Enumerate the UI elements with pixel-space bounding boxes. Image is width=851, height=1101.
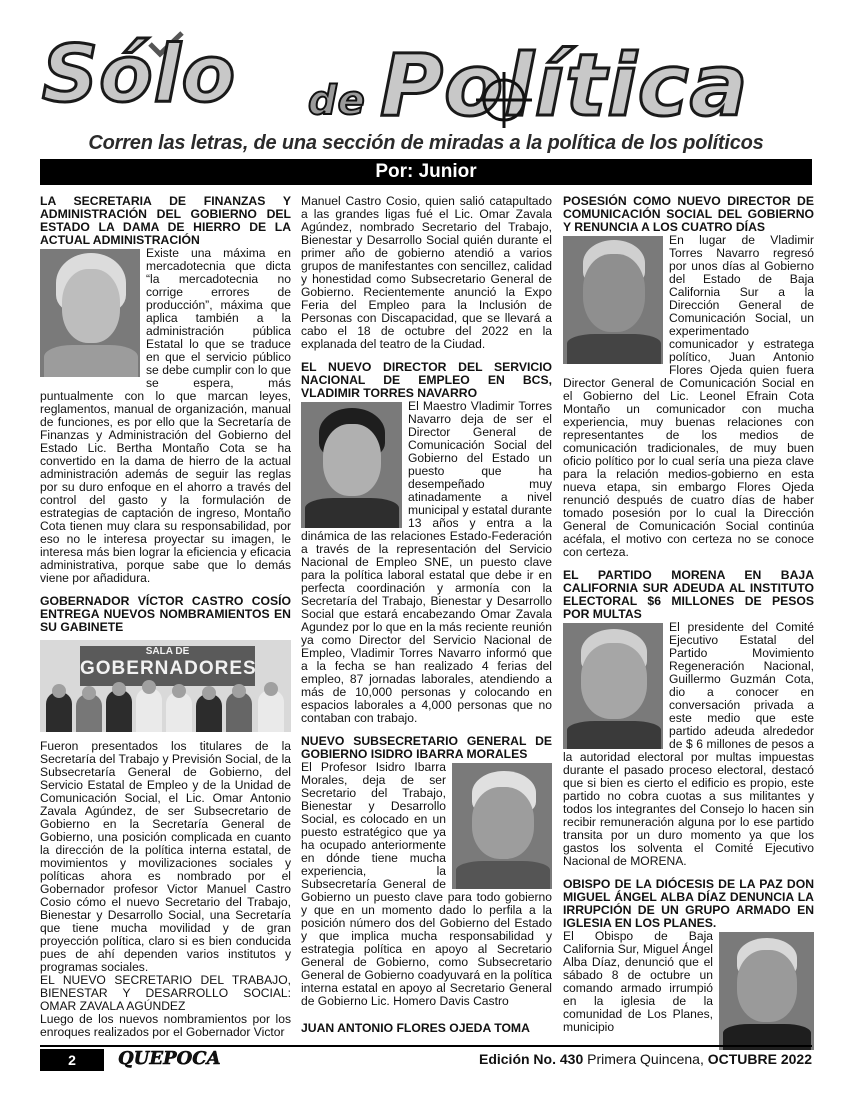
article-body: Fueron presentados los titulares de la Secretaría del Trabajo y Previsión Social, de la Subsecretaría General de Gobierno, del Servicio Estatal de Empleo y de la Unidad de Comunicación Social, el Lic. Omar Antonio Zavala Agúndez, de ser Subsecretario de Gobierno en la Secretaría General de Gobierno, una posición complicada en cuanto la dirección de la política interna estatal, de movimientos y movilizaciones sociales y políticas ahora es nombrado por el Gobernador profesor Victor Manuel Castro Cosio cómo el nuevo Secretario del Trabajo, Bienestar y Desarrollo Social, una Secretaría que tiene mucha movilidad y de gran proyección política, claro si es bien conducida pues de ahí dependen varios institutos y programas sociales. xyxy=(40,739,291,974)
portrait-photo-montano xyxy=(40,249,140,377)
column-3 xyxy=(563,195,814,1052)
crosshair-icon xyxy=(474,70,534,130)
byline-bar: Por: Junior xyxy=(40,159,812,185)
article-body: El presidente del Comité Ejecutivo Estatal del Partido Movimiento Regeneración Nacional, Guillermo Guzmán Cota, dio a conocer en conversación privada a este medio que este partido adeuda alrededor de $ 6 millones de pesos a la autoridad electoral por multas impuestas durante el pasado proceso electoral, destacó que si bien es cierto el edificio es propio, este partido no cobra cuotas a sus militantes y todos los integrantes del Consejo lo hacen sin recibir remuneración alguna por lo ese partido transita por un duro momento ya que los gastos los solventa el Comité Ejecutivo Nacional de MORENA. xyxy=(563,620,814,868)
article-headline: NUEVO SUBSECRETARIO GENERAL DE GOBIERNO ISIDRO IBARRA MORALES xyxy=(301,734,552,761)
article-body: Existe una máxima en mercadotecnia que dicta “la mercadotecnia no corrige errores de producción”, máxima que aplica también a la administración pública Estatal lo que se traduce en que el servicio público se debe cumplir con lo que se espera, más puntualmente con lo que marcan leyes, reglamentos, manual de organización, manual de funciones, es por ello que la Secretaría de Finanzas y Administración del Gobierno del Estado Lic. Bertha Montaño Cota se ha convertido en la dama de hierro de la actual administración además de seguir las reglas por su duro enfoque en el ahorro a través del control del gasto y la formulación de estrategias de captación de ingreso, Montaño Cota tienen muy clara su responsabilidad, por eso no le interesa proyectar su imagen, le interesa más bien lograr la eficiencia y eficacia administrativa, porque sabe que lo demás viene por añadidura. xyxy=(40,246,291,585)
portrait-photo-torres xyxy=(301,402,402,528)
portrait-photo-ibarra xyxy=(452,763,552,889)
article-body: El Maestro Vladimir Torres Navarro deja de ser el Director General de Comunicación Social del Gobierno del Estado un puesto que ha desempeñado muy atinadamente a nivel municipal y estatal durante 13 años y entra a la dinámica de las relaciones Estado-Federación a través de la representación del Servicio Nacional de Empleo SNE, un puesto clave para la política laboral estatal que debe ir en perfecta coordinación y armonía con la Secretaría del Trabajo, Bienestar y Desarrollo Social que estará encabezando Omar Zavala Agundez por lo que en la más reciente reunión ya como Director del Servicio Nacional de Empleo, Vladimir Torres Navarro informó que a la fecha se han realizado 4 ferias del empleo, 87 jornadas laborales, atendiendo a más de 10,000 personas y colocando en espacios laborales a 4,000 personas que no contaban con trabajo. xyxy=(301,399,552,725)
article-headline: GOBERNADOR VÍCTOR CASTRO COSÍO ENTREGA NUEVOS NOMBRAMIENTOS EN SU GABINETE xyxy=(40,594,291,634)
edition-info xyxy=(479,1051,812,1067)
article-headline: OBISPO DE LA DIÓCESIS DE LA PAZ DON MIGUEL ÁNGEL ALBA DÍAZ DENUNCIA LA IRRUPCIÓN DE UN GRUPO ARMADO EN IGLESIA EN LOS PLANES. xyxy=(563,877,814,930)
article-body: El Obispo de Baja California Sur, Miguel Ángel Alba Díaz, denunció que el sábado 8 de octubre un comando armado irrumpió en la iglesia de la comunidad de Los Planes, municipio xyxy=(563,929,713,1034)
logo-politica: Política xyxy=(380,36,749,136)
portrait-photo-alba xyxy=(719,932,814,1050)
article-headline: JUAN ANTONIO FLORES OJEDA TOMA xyxy=(301,1021,530,1035)
logo-solo: Sólo xyxy=(42,30,237,120)
article-body: El Profesor Isidro Ibarra Morales, deja de ser Secretario del Trabajo, Bienestar y Desarrollo Social, es colocado en un puesto estratégico que ya ha ocupado anteriormente en dónde tiene mucha experiencia, la Subsecretaría General de Gobierno un puesto clave para todo gobierno y que en un momento dado lo perfila a la posición número dos del Gobierno del Estado y que implica mucha responsabilidad y estrategia política en apoyo al Secretario General de Gobierno, como Subsecretario General de Gobierno coadyuvará en la política interna estatal en apoyo al Secretario General de Gobierno Lic. Homero Davis Castro xyxy=(301,760,552,1008)
portrait-photo-flores xyxy=(563,236,663,364)
photo-sign xyxy=(80,646,255,686)
edition-label: Edición No. 430 xyxy=(478,1051,584,1067)
portrait-photo-guzman xyxy=(563,623,663,749)
photo-sign-small: SALA DE xyxy=(145,646,190,657)
column-2 xyxy=(301,195,552,1035)
footer-rule xyxy=(40,1045,812,1047)
article-headline: LA SECRETARIA DE FINANZAS Y ADMINISTRACIÓN DEL GOBIERNO DEL ESTADO LA DAMA DE HIERRO DE LA ACTUAL ADMINISTRACIÓN xyxy=(40,194,291,247)
page-number: 2 xyxy=(40,1049,104,1071)
tagline: Corren las letras, de una sección de miradas a la política de los políticos xyxy=(88,132,764,154)
masthead xyxy=(40,30,812,136)
logo-de: de xyxy=(308,78,366,124)
group-photo xyxy=(40,640,291,732)
edition-month: OCTUBRE 2022 xyxy=(707,1051,812,1067)
article-headline: EL PARTIDO MORENA EN BAJA CALIFORNIA SUR ADEUDA AL INSTITUTO ELECTORAL $6 MILLONES DE PESOS POR MULTAS xyxy=(563,568,814,621)
article-body: Luego de los nuevos nombramientos por los enroques realizados por el Gobernador Victor xyxy=(40,1012,291,1039)
article-subhead: EL NUEVO SECRETARIO DEL TRABAJO, BIENESTAR Y DESARROLLO SOCIAL: OMAR ZAVALA AGÚNDEZ xyxy=(40,973,291,1013)
edition-period: Primera Quincena, xyxy=(587,1051,704,1067)
photo-sign-big: GOBERNADORES xyxy=(80,658,257,679)
article-body: En lugar de Vladimir Torres Navarro regresó por unos días al Gobierno del Estado de Baja California Sur a la Dirección General de Comunicación Social, un experimentado comunicador y estratega político, Juan Antonio Flores Ojeda quien fuera Director General de Comunicación Social en el Gobierno del Lic. Leonel Efrain Cota Montaño un comunicador con mucha experiencia, muy buenas relaciones con representantes de los medios de comunicación tradicionales, de muy buen oficio político por lo cual sería una pieza clave para la relación medios-gobierno en esta nueva etapa, sin embargo Flores Ojeda renunció después de cuatro días de haber tomado posesión por lo cual la Dirección General de Comunicación Social continúa acéfala, el motivo con certeza no se conoce con certeza. xyxy=(563,233,814,559)
article-headline: POSESIÓN COMO NUEVO DIRECTOR DE COMUNICACIÓN SOCIAL DEL GOBIERNO Y RENUNCIA A LOS CUATRO DÍAS xyxy=(563,194,814,234)
column-1 xyxy=(40,195,291,1039)
article-body: Manuel Castro Cosio, quien salió catapultado a las grandes ligas fué el Lic. Omar Zavala Agúndez, nombrado Secretario del Trabajo, Bienestar y Desarrollo Social quién durante el primer año de gobierno atendió a varios grupos de manifestantes con sencillez, calidad y honestidad como Subsecretario General de Gobierno. Recientemente anunció la Expo Feria del Empleo para la Inclusión de Personas con Discapacidad, que se llevará a cabo el 18 de octubre del 2022 en la explanada del teatro de la Ciudad. xyxy=(301,194,552,351)
article-headline: EL NUEVO DIRECTOR DEL SERVICIO NACIONAL DE EMPLEO EN BCS, VLADIMIR TORRES NAVARRO xyxy=(301,360,552,400)
footer-logo: QUEPOCA xyxy=(118,1048,221,1069)
